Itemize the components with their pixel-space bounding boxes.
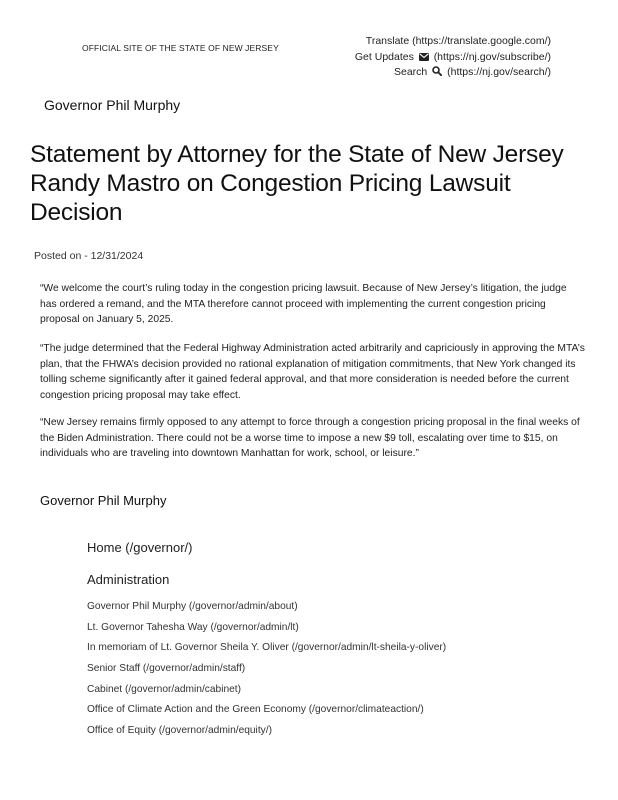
administration-links — [87, 599, 446, 744]
official-site-banner: OFFICIAL SITE OF THE STATE OF NEW JERSEY — [82, 43, 279, 53]
top-utility-links — [355, 34, 551, 81]
admin-link-cabinet[interactable]: Cabinet (/governor/admin/cabinet) — [87, 683, 242, 695]
search-url: (https://nj.gov/search/) — [447, 66, 551, 78]
footer-home-link[interactable]: Home (/governor/) — [87, 540, 193, 555]
footer-office-name: Governor Phil Murphy — [40, 493, 167, 508]
get-updates-link[interactable] — [355, 50, 551, 66]
statement-paragraph-2: “The judge determined that the Federal Highway Administration acted arbitrarily and capriciously in approving the MTA’s plan, that the FHWA’s decision provided no rational explanation of mitigation commitments, that New York changed its tolling scheme significantly after it gained federal approval, and that more consideration is needed before the current congestion pricing proposal may take effect. — [40, 343, 585, 401]
office-name-header[interactable]: Governor Phil Murphy — [44, 97, 181, 113]
posted-date: Posted on - 12/31/2024 — [34, 250, 144, 262]
page-title: Statement by Attorney for the State of New Jersey Randy Mastro on Congestion Pricing Lawsuit Decision — [30, 141, 564, 226]
admin-link-climate-action[interactable]: Office of Climate Action and the Green Economy (/governor/climateaction/) — [87, 704, 424, 716]
admin-link-equity[interactable]: Office of Equity (/governor/admin/equity/) — [87, 725, 272, 737]
admin-link-governor[interactable]: Governor Phil Murphy (/governor/admin/about) — [87, 601, 298, 612]
footer-administration-heading: Administration — [87, 572, 170, 587]
search-label: Search — [393, 66, 428, 78]
admin-link-in-memoriam[interactable]: In memoriam of Lt. Governor Sheila Y. Oliver (/governor/admin/lt-sheila-y-oliver) — [87, 642, 447, 654]
translate-link[interactable]: Translate (https://translate.google.com/) — [365, 35, 551, 47]
admin-link-lt-governor[interactable]: Lt. Governor Tahesha Way (/governor/admin/lt) — [87, 621, 299, 633]
envelope-icon — [419, 53, 429, 61]
statement-paragraph-3: “New Jersey remains firmly opposed to any attempt to force through a congestion pricing proposal in the final weeks of the Biden Administration. There could not be a worse time to impose a new $9 toll, escalating over time to $15, on individuals who are traveling into downtown Manhattan for work, school, or leisure.” — [40, 417, 580, 459]
search-icon — [432, 66, 442, 76]
admin-link-senior-staff[interactable]: Senior Staff (/governor/admin/staff) — [87, 663, 246, 675]
statement-paragraph-1: “We welcome the court’s ruling today in the congestion pricing lawsuit. Because of New Jersey’s litigation, the judge has ordered a remand, and the MTA therefore cannot proceed with implementing the current congestion pricing proposal on January 5, 2025. — [40, 283, 567, 325]
get-updates-label: Get Updates — [354, 50, 414, 63]
search-link[interactable] — [355, 65, 551, 81]
get-updates-url: (https://nj.gov/subscribe/) — [433, 50, 551, 63]
